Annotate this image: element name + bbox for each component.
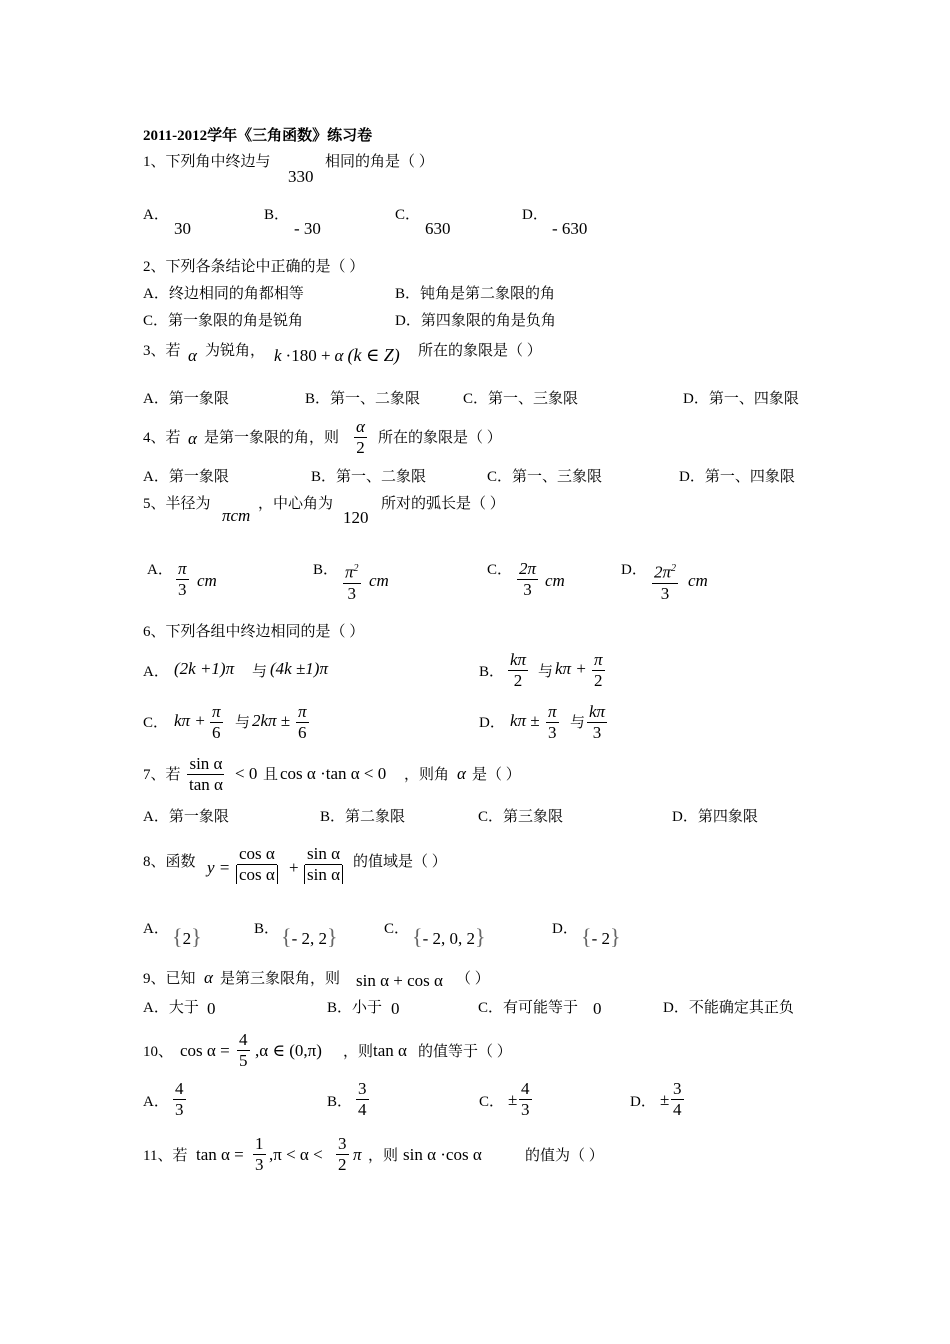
q6-b-den2: 2 — [594, 671, 603, 690]
q6-b-num2: π — [594, 650, 603, 669]
q8-option-c-label: C． — [384, 921, 410, 937]
q1-option-b-label: B． — [264, 207, 290, 223]
q9-stem-b: 是第三象限角，则 — [220, 971, 341, 987]
q3-option-d: D．第一、四象限 — [683, 391, 799, 407]
q10-c-fraction — [519, 1079, 532, 1120]
q8-y: y = — [207, 858, 231, 877]
q9-option-c-zero: 0 — [593, 999, 602, 1018]
q11-den2: 2 — [338, 1155, 347, 1174]
q4-stem-c: 所在的象限是（ ） — [378, 430, 502, 446]
q10-cond: ,α ∈ (0,π) — [255, 1041, 322, 1060]
q11-cond: ,π < α < — [269, 1145, 323, 1164]
q3-stem-a: 3、若 — [143, 343, 181, 359]
q4-fraction — [354, 417, 367, 458]
q2-option-a: A．终边相同的角都相等 — [143, 286, 304, 302]
q9-alpha: α — [204, 968, 213, 987]
q6-c-left: kπ + — [174, 711, 206, 730]
q7-expr: cos α ·tan α < 0 — [280, 764, 387, 783]
question-6: 6、下列各组中终边相同的是（ ） — [143, 624, 365, 640]
q3-option-c: C．第一、三象限 — [463, 391, 579, 407]
q8-option-a-label: A． — [143, 921, 169, 937]
q11-fraction-2 — [336, 1134, 349, 1175]
q8-option-b-set — [281, 924, 338, 950]
q4-fraction-den: 2 — [356, 438, 365, 457]
q6-option-b-label: B． — [479, 664, 505, 680]
q6-c-fraction-2 — [296, 702, 309, 743]
q3-expr-alpha: α — [334, 346, 344, 365]
q6-b-den: 2 — [513, 671, 523, 690]
q6-c-fraction-1 — [210, 702, 223, 743]
q2-option-b: B．钝角是第二象限的角 — [395, 286, 556, 302]
q10-option-b-label: B． — [327, 1094, 353, 1110]
q8-b-lbrace: { — [281, 924, 292, 949]
q7-den: tan α — [189, 775, 223, 794]
q6-d-fraction-1 — [546, 702, 559, 743]
q8-den-2-wrap — [302, 865, 345, 885]
q6-option-a-label: A． — [143, 664, 169, 680]
q8-b-rbrace: } — [326, 924, 338, 949]
q7-and: 且 — [263, 767, 279, 783]
q8-num-1: cos α — [239, 844, 275, 863]
q10-d-num: 3 — [673, 1079, 682, 1098]
q8-den-1: cos α — [236, 865, 278, 884]
q5-stem-a: 5、半径为 — [143, 496, 211, 512]
q6-b-fraction-2 — [592, 650, 605, 691]
q10-den: 5 — [239, 1051, 248, 1070]
q1-option-c-value: 630 — [425, 219, 451, 238]
q4-stem-a: 4、若 — [143, 430, 181, 446]
q5-c-den: 3 — [523, 580, 532, 599]
q1-option-c-label: C． — [395, 207, 421, 223]
question-1 — [143, 153, 271, 171]
q4-option-c: C．第一、三象限 — [487, 469, 603, 485]
q5-c-num: 2π — [519, 559, 537, 578]
q8-den-2: sin α — [304, 865, 343, 884]
q4-option-a: A．第一象限 — [143, 469, 229, 485]
q4-option-d: D．第一、四象限 — [679, 469, 795, 485]
q8-option-b-label: B． — [254, 921, 280, 937]
q10-b-den: 4 — [358, 1100, 367, 1119]
q10-stem-b: ，则 — [343, 1044, 374, 1060]
q10-num: 4 — [239, 1030, 248, 1049]
q5-stem-b: ，中心角为 — [258, 496, 334, 512]
q5-stem-c: 所对的弧长是（ ） — [381, 496, 505, 512]
q5-option-d-label: D． — [621, 562, 647, 578]
q8-d-rbrace: } — [609, 924, 621, 949]
q10-c-den: 3 — [521, 1100, 530, 1119]
q6-option-c-label: C． — [143, 715, 169, 731]
q6-c-den2: 6 — [298, 723, 307, 742]
q7-option-c: C．第三象限 — [478, 809, 564, 825]
q3-paren: (k ∈ Z) — [347, 345, 400, 365]
q6-d-num2: kπ — [589, 702, 606, 721]
q3-option-a: A．第一象限 — [143, 391, 229, 407]
q5-option-d-fraction — [652, 559, 678, 604]
q5-b-den: 3 — [347, 583, 357, 603]
q9-option-a: A．大于 — [143, 1000, 199, 1016]
q5-c-unit: cm — [545, 571, 565, 590]
q8-c-value: - 2, 0, 2 — [422, 929, 475, 948]
q6-c-num2: π — [298, 702, 307, 721]
q3-stem-b: 为锐角， — [205, 343, 266, 359]
q5-b-unit: cm — [369, 571, 389, 590]
q8-den-1-wrap — [234, 865, 280, 885]
q6-a-mid: 与 — [252, 664, 268, 680]
q10-c-pm: ± — [508, 1090, 518, 1109]
q6-c-num: π — [212, 702, 221, 721]
question-2: 2、下列各条结论中正确的是（ ） — [143, 259, 365, 275]
q11-stem-b: ，则 — [368, 1148, 399, 1164]
q5-value: 120 — [343, 508, 369, 527]
q9-option-a-zero: 0 — [207, 999, 216, 1018]
q5-b-num: π — [345, 562, 354, 582]
q1-option-a-value: 30 — [174, 219, 191, 238]
q10-b-fraction — [356, 1079, 369, 1120]
q9-option-d: D．不能确定其正负 — [663, 1000, 794, 1016]
q8-a-rbrace: } — [191, 924, 202, 949]
q6-c-right: 2kπ ± — [252, 711, 291, 730]
q5-a-unit: cm — [197, 571, 217, 590]
q8-option-d-set — [581, 924, 621, 950]
q8-c-lbrace: { — [412, 924, 423, 949]
q8-plus: + — [289, 858, 299, 877]
q10-a-fraction — [173, 1079, 186, 1120]
page-title: 2011-2012学年《三角函数》练习卷 — [143, 128, 373, 144]
q7-option-d: D．第四象限 — [672, 809, 758, 825]
q7-option-b: B．第二象限 — [320, 809, 406, 825]
q9-stem-a: 9、已知 — [143, 971, 196, 987]
q9-expr: sin α + cos α — [356, 971, 443, 990]
q11-den: 3 — [255, 1155, 264, 1174]
q5-option-c-fraction — [517, 559, 538, 600]
q10-stem-c: 的值等于（ ） — [418, 1044, 512, 1060]
q5-option-c-label: C． — [487, 562, 513, 578]
q6-d-mid: 与 — [570, 715, 586, 731]
q3-alpha: α — [188, 346, 197, 365]
q5-a-den: 3 — [178, 580, 187, 599]
q7-ineq-1: < 0 — [235, 764, 258, 783]
q5-a-num: π — [178, 559, 187, 578]
q5-d-sup: 2 — [671, 563, 677, 574]
q6-option-d-label: D． — [479, 715, 505, 731]
q11-expr: sin α ·cos α — [403, 1145, 482, 1164]
q6-b-mid: 与 — [538, 664, 554, 680]
q10-stem-a: 10、 — [143, 1044, 174, 1060]
q5-d-unit: cm — [688, 571, 708, 590]
q6-b-fraction-1 — [508, 650, 528, 691]
q3-expression — [274, 345, 400, 366]
q1-stem-b: 相同的角是（ ） — [325, 154, 434, 170]
q11-stem-a: 11、若 — [143, 1148, 188, 1164]
q5-d-den: 3 — [660, 583, 670, 603]
q10-a-den: 3 — [175, 1100, 184, 1119]
q5-d-num-wrap — [652, 559, 678, 584]
q10-option-a-label: A． — [143, 1094, 169, 1110]
q2-option-d: D．第四象限的角是负角 — [395, 313, 556, 329]
q10-d-fraction — [671, 1079, 684, 1120]
q8-stem-a: 8、函数 — [143, 854, 196, 870]
q8-option-c-set — [412, 924, 486, 950]
q10-cos: cos α = — [180, 1041, 230, 1060]
q8-c-rbrace: } — [474, 924, 486, 949]
q5-b-num-wrap — [343, 559, 361, 584]
q3-expr: ·180 + — [285, 346, 331, 365]
q10-option-c-label: C． — [479, 1094, 505, 1110]
q5-d-num: 2π — [654, 562, 672, 582]
q1-option-a-label: A． — [143, 207, 169, 223]
q10-tan: tan α — [373, 1041, 407, 1060]
q11-num: 1 — [255, 1134, 264, 1153]
q6-a-right: (4k ±1)π — [270, 659, 328, 678]
q6-d-num: π — [548, 702, 557, 721]
q11-num2: 3 — [338, 1134, 347, 1153]
q2-option-c: C．第一象限的角是锐角 — [143, 313, 304, 329]
q4-alpha: α — [188, 429, 197, 448]
q11-tan: tan α = — [196, 1145, 244, 1164]
q3-k: k — [274, 346, 282, 365]
q10-c-num: 4 — [521, 1079, 530, 1098]
q3-stem-c: 所在的象限是（ ） — [418, 343, 542, 359]
q7-stem-a: 7、若 — [143, 767, 181, 783]
q6-d-den2: 3 — [592, 723, 602, 742]
q9-stem-c: （ ） — [456, 971, 490, 987]
q10-d-den: 4 — [673, 1100, 682, 1119]
q1-value: 330 — [288, 167, 314, 186]
q6-a-left: (2k +1)π — [174, 659, 235, 678]
q11-fraction-1 — [253, 1134, 266, 1175]
q7-fraction — [187, 754, 225, 795]
q10-fraction — [237, 1030, 250, 1071]
q10-b-num: 3 — [358, 1079, 367, 1098]
q9-option-b-zero: 0 — [391, 999, 400, 1018]
q8-option-a-set — [172, 924, 202, 950]
q3-option-b: B．第一、二象限 — [305, 391, 421, 407]
q8-num-2: sin α — [307, 844, 340, 863]
q10-option-d-label: D． — [630, 1094, 656, 1110]
q8-d-value: - 2 — [591, 929, 610, 948]
q8-a-value: 2 — [182, 929, 192, 948]
q10-d-pm: ± — [660, 1090, 670, 1109]
q6-d-left: kπ ± — [510, 711, 540, 730]
q8-d-lbrace: { — [581, 924, 592, 949]
q5-option-a-label: A． — [147, 562, 173, 578]
q4-option-b: B．第一、二象限 — [311, 469, 427, 485]
q5-option-b-label: B． — [313, 562, 339, 578]
q5-option-b-fraction — [343, 559, 361, 604]
q11-pi: π — [353, 1145, 362, 1164]
q10-a-num: 4 — [175, 1079, 184, 1098]
q6-d-fraction-2 — [587, 702, 607, 743]
q4-fraction-num: α — [356, 417, 365, 436]
q7-alpha: α — [457, 764, 466, 783]
q8-option-d-label: D． — [552, 921, 578, 937]
q5-b-sup: 2 — [353, 563, 359, 574]
q11-stem-c: 的值为（ ） — [525, 1148, 604, 1164]
q6-b-num: kπ — [510, 650, 527, 669]
q7-num: sin α — [189, 754, 223, 773]
q1-option-b-value: - 30 — [294, 219, 321, 238]
q5-option-a-fraction — [176, 559, 189, 600]
q8-stem-b: 的值域是（ ） — [353, 854, 447, 870]
q4-stem-b: 是第一象限的角，则 — [204, 430, 340, 446]
q1-option-d-label: D． — [522, 207, 548, 223]
q8-fraction-2 — [302, 844, 345, 885]
q7-stem-b: ，则角 — [404, 767, 450, 783]
q8-b-value: - 2, 2 — [291, 929, 327, 948]
q6-b-right: kπ + — [555, 659, 587, 678]
q6-c-den: 6 — [212, 723, 221, 742]
q6-c-mid: 与 — [235, 715, 251, 731]
q9-option-c: C．有可能等于 — [478, 1000, 579, 1016]
q6-d-den: 3 — [548, 723, 557, 742]
q1-option-d-value: - 630 — [552, 219, 588, 238]
q9-option-b: B．小于 — [327, 1000, 383, 1016]
q7-stem-c: 是（ ） — [472, 767, 521, 783]
q7-option-a: A．第一象限 — [143, 809, 229, 825]
q8-fraction-1 — [234, 844, 280, 885]
q8-a-lbrace: { — [172, 924, 183, 949]
q1-stem-a: 1、下列角中终边与 — [143, 154, 271, 170]
q5-pi-cm: πcm — [222, 506, 251, 525]
